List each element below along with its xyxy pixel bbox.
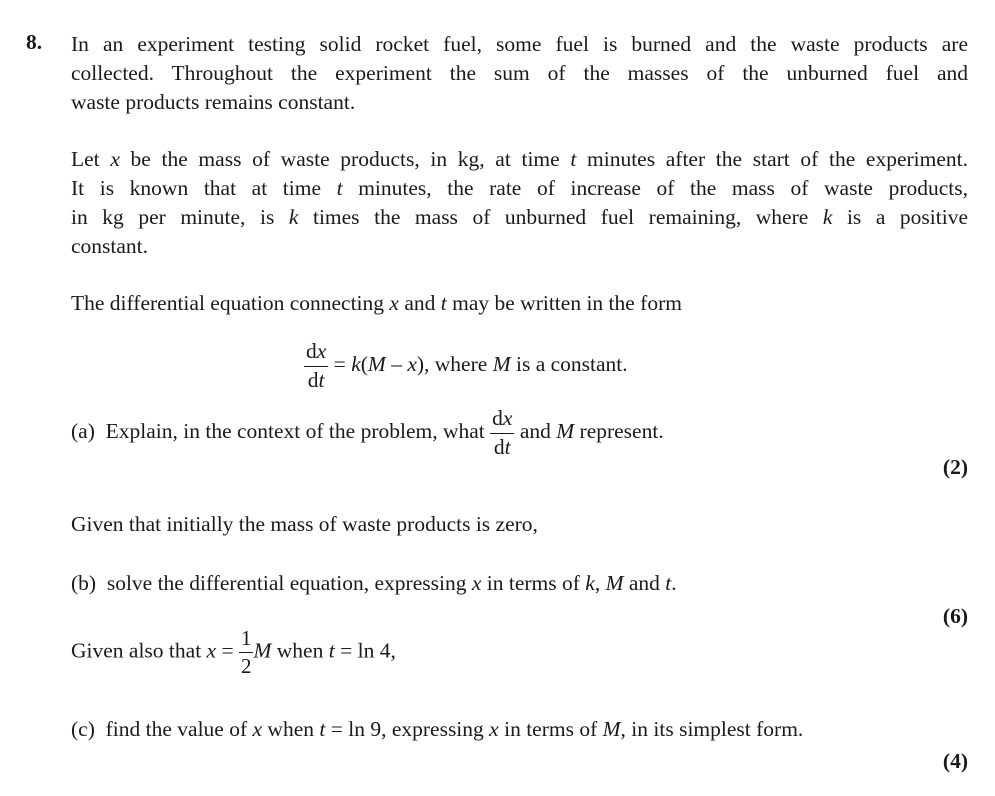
dx-dt-fraction: $\frac{dx}{dt}$ (306, 339, 327, 392)
dx-dt-fraction: $\frac{dx}{dt}$ (492, 406, 513, 459)
part-b-label: (b) (71, 571, 97, 595)
part-c: (c) find the value of x when t = ln 9, expressing x in terms of M, in its simplest form. (71, 717, 804, 741)
setup-line: constant. (71, 234, 149, 258)
part-c-label: (c) (71, 717, 95, 741)
setup-line: It is known that at time t minutes, the rate of increase of the mass of waste products, (71, 176, 968, 200)
marks-a: (2) (942, 455, 968, 479)
given-also: Given also that x = $\frac{1}{2}$ M when t = ln 4, (71, 626, 396, 678)
setup-line: in kg per minute, is k times the mass of unburned fuel remaining, where k is a positive (71, 205, 969, 229)
part-a-label: (a) (71, 418, 95, 443)
intro-line: collected. Throughout the experiment the sum of the masses of the unburned fuel and (71, 61, 968, 85)
given-initial: Given that initially the mass of waste products is zero, (71, 512, 538, 536)
one-half-fraction: $\frac{1}{2}$ (240, 626, 252, 678)
intro-paragraph (71, 30, 968, 117)
setup-paragraph (71, 145, 968, 261)
part-b: (b) solve the differential equation, expressing x in terms of k, M and t. (71, 571, 677, 595)
setup-line: Let x be the mass of waste products, in kg, at time t minutes after the start of the experiment. (71, 147, 968, 171)
de-intro: The differential equation connecting x and t may be written in the form (71, 291, 682, 315)
intro-line: waste products remains constant. (71, 90, 356, 114)
part-a: (a) Explain, in the context of the problem, what $\frac{dx}{dt}$ and M represent. (71, 406, 664, 459)
intro-line: In an experiment testing solid rocket fuel, some fuel is burned and the waste products are (71, 32, 968, 56)
marks-c: (4) (942, 749, 968, 773)
marks-b: (6) (942, 604, 968, 628)
differential-equation: $\frac{dx}{dt}$ = k(M – x), where M is a constant. (306, 339, 628, 392)
question-number: 8. (26, 30, 43, 54)
